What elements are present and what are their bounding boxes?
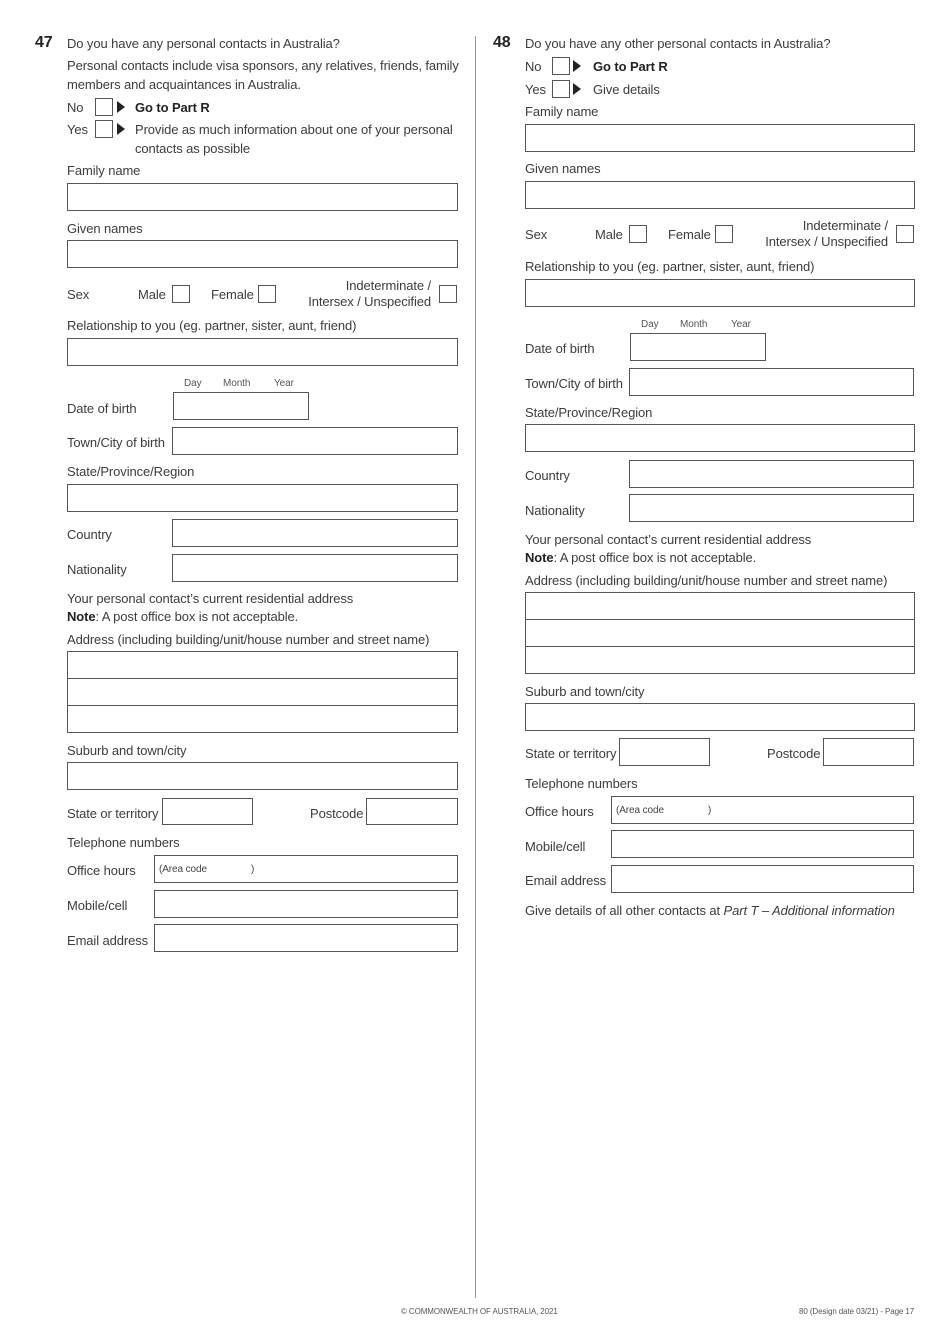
q47-mobile-label: Mobile/cell [67, 898, 128, 913]
q47-office-hours-field[interactable] [154, 855, 458, 883]
q48-email-label: Email address [525, 873, 607, 888]
q47-yes-label: Yes [67, 122, 88, 137]
q48-state-territory-field[interactable] [619, 738, 710, 766]
q48-other-contacts-prefix: Give details of all other contacts at [525, 903, 724, 918]
q48-telephone-label: Telephone numbers [525, 776, 638, 791]
q48-note-label: Note [525, 550, 554, 565]
q47-male-label: Male [138, 287, 166, 302]
q48-state-province-field[interactable] [525, 424, 915, 452]
q48-address-heading: Your personal contact’s current residential address [525, 532, 812, 547]
q48-yes-label: Yes [525, 82, 546, 97]
go-to-arrow-icon [117, 101, 125, 113]
q48-day-label: Day [641, 319, 659, 330]
q47-relationship-label: Relationship to you (eg. partner, sister, aunt, friend) [67, 318, 357, 333]
column-divider [475, 36, 476, 1298]
q47-area-code-close: ) [251, 864, 255, 875]
q47-country-label: Country [67, 527, 112, 542]
q48-relationship-label: Relationship to you (eg. partner, sister, aunt, friend) [525, 259, 815, 274]
q47-family-name-field[interactable] [67, 183, 458, 211]
q47-country-field[interactable] [172, 519, 458, 547]
q47-telephone-label: Telephone numbers [67, 835, 180, 850]
q47-given-names-field[interactable] [67, 240, 458, 268]
q47-note-text: : A post office box is not acceptable. [95, 609, 299, 624]
q48-area-code-close: ) [708, 805, 712, 816]
q48-email-field[interactable] [611, 865, 914, 893]
q48-town-city-birth-label: Town/City of birth [525, 376, 623, 391]
go-to-arrow-icon [117, 123, 125, 135]
go-to-arrow-icon [573, 83, 581, 95]
q48-female-label: Female [668, 227, 711, 242]
q48-dob-label: Date of birth [525, 341, 595, 356]
q48-year-label: Year [731, 319, 751, 330]
q47-town-city-birth-label: Town/City of birth [67, 435, 165, 450]
q47-relationship-field[interactable] [67, 338, 458, 366]
q47-state-territory-label: State or territory [67, 806, 159, 821]
q47-indeterminate-checkbox[interactable] [439, 285, 457, 303]
q47-note-label: Note [67, 609, 96, 624]
q48-address-label: Address (including building/unit/house number and street name) [525, 573, 888, 588]
q48-suburb-label: Suburb and town/city [525, 684, 645, 699]
q48-nationality-label: Nationality [525, 503, 585, 518]
q47-help-line2: members and acquaintances in Australia. [67, 77, 301, 92]
q48-no-action: Go to Part R [593, 59, 668, 74]
q48-address-line1[interactable] [525, 592, 915, 620]
q47-address-heading: Your personal contact’s current residential address [67, 591, 354, 606]
q47-note [67, 609, 298, 624]
q48-yes-action: Give details [593, 82, 660, 97]
q47-mobile-field[interactable] [154, 890, 458, 918]
q48-state-territory-label: State or territory [525, 746, 617, 761]
q47-yes-checkbox[interactable] [95, 120, 113, 138]
q48-country-field[interactable] [629, 460, 914, 488]
q47-address-line2[interactable] [67, 678, 458, 706]
q48-area-code-hint: (Area code [616, 805, 664, 816]
q47-male-checkbox[interactable] [172, 285, 190, 303]
q48-family-name-label: Family name [525, 104, 599, 119]
q47-month-label: Month [223, 378, 251, 389]
q47-year-label: Year [274, 378, 294, 389]
q48-mobile-label: Mobile/cell [525, 839, 586, 854]
q47-email-field[interactable] [154, 924, 458, 952]
q48-given-names-label: Given names [525, 161, 601, 176]
q48-given-names-field[interactable] [525, 181, 915, 209]
q47-state-province-field[interactable] [67, 484, 458, 512]
q48-other-contacts-ref: Part T – Additional information [723, 903, 895, 918]
q47-number: 47 [35, 34, 53, 51]
q47-dob-label: Date of birth [67, 401, 137, 416]
q47-yes-action-line1: Provide as much information about one of your personal [135, 122, 453, 137]
q48-address-line3[interactable] [525, 646, 915, 674]
q48-indeterminate-checkbox[interactable] [896, 225, 914, 243]
q48-no-label: No [525, 59, 542, 74]
q47-office-hours-label: Office hours [67, 863, 136, 878]
q48-postcode-label: Postcode [767, 746, 821, 761]
q47-day-label: Day [184, 378, 202, 389]
q47-nationality-label: Nationality [67, 562, 127, 577]
q48-note [525, 550, 756, 565]
q47-no-label: No [67, 100, 84, 115]
q47-postcode-field[interactable] [366, 798, 458, 825]
q47-nationality-field[interactable] [172, 554, 458, 582]
q47-indeterminate-line1: Indeterminate / [345, 278, 431, 293]
q47-address-label: Address (including building/unit/house number and street name) [67, 632, 430, 647]
q47-female-label: Female [211, 287, 254, 302]
q47-dob-field[interactable] [173, 392, 309, 420]
q48-postcode-field[interactable] [823, 738, 914, 766]
q47-given-names-label: Given names [67, 221, 143, 236]
footer-page-info: 80 (Design date 03/21) - Page 17 [799, 1307, 915, 1316]
q47-email-label: Email address [67, 933, 149, 948]
q47-female-checkbox[interactable] [258, 285, 276, 303]
q48-male-label: Male [595, 227, 623, 242]
q48-number: 48 [493, 34, 511, 51]
q47-postcode-label: Postcode [310, 806, 364, 821]
q48-female-checkbox[interactable] [715, 225, 733, 243]
q47-town-city-birth-field[interactable] [172, 427, 458, 455]
q47-question: Do you have any personal contacts in Australia? [67, 36, 340, 51]
q48-male-checkbox[interactable] [629, 225, 647, 243]
q47-state-province-label: State/Province/Region [67, 464, 195, 479]
q47-suburb-label: Suburb and town/city [67, 743, 187, 758]
q47-family-name-label: Family name [67, 163, 141, 178]
q48-question: Do you have any other personal contacts in Australia? [525, 36, 831, 51]
q47-yes-action-line2: contacts as possible [135, 141, 251, 156]
q48-office-hours-field[interactable] [611, 796, 914, 824]
q47-address-line3[interactable] [67, 705, 458, 733]
q48-town-city-birth-field[interactable] [629, 368, 914, 396]
go-to-arrow-icon [573, 60, 581, 72]
q48-no-checkbox[interactable] [552, 57, 570, 75]
q48-yes-checkbox[interactable] [552, 80, 570, 98]
q48-state-province-label: State/Province/Region [525, 405, 653, 420]
q48-country-label: Country [525, 468, 570, 483]
q47-suburb-field[interactable] [67, 762, 458, 790]
q48-indeterminate-line2: Intersex / Unspecified [765, 234, 888, 249]
q47-state-territory-field[interactable] [162, 798, 253, 825]
q48-sex-label: Sex [525, 227, 548, 242]
q48-family-name-field[interactable] [525, 124, 915, 152]
q48-note-text: : A post office box is not acceptable. [553, 550, 757, 565]
q48-indeterminate-line1: Indeterminate / [802, 218, 888, 233]
q47-help-line1: Personal contacts include visa sponsors, any relatives, friends, family [67, 58, 459, 73]
footer-copyright: © COMMONWEALTH OF AUSTRALIA, 2021 [401, 1307, 558, 1316]
q48-relationship-field[interactable] [525, 279, 915, 307]
q48-other-contacts-note [525, 903, 895, 918]
q48-dob-field[interactable] [630, 333, 766, 361]
q48-suburb-field[interactable] [525, 703, 915, 731]
q48-address-line2[interactable] [525, 619, 915, 647]
q47-sex-label: Sex [67, 287, 90, 302]
q47-no-checkbox[interactable] [95, 98, 113, 116]
q48-mobile-field[interactable] [611, 830, 914, 858]
q48-office-hours-label: Office hours [525, 804, 594, 819]
q47-indeterminate-line2: Intersex / Unspecified [308, 294, 431, 309]
q47-no-action: Go to Part R [135, 100, 210, 115]
q47-address-line1[interactable] [67, 651, 458, 679]
q47-area-code-hint: (Area code [159, 864, 207, 875]
q48-nationality-field[interactable] [629, 494, 914, 522]
q48-month-label: Month [680, 319, 708, 330]
